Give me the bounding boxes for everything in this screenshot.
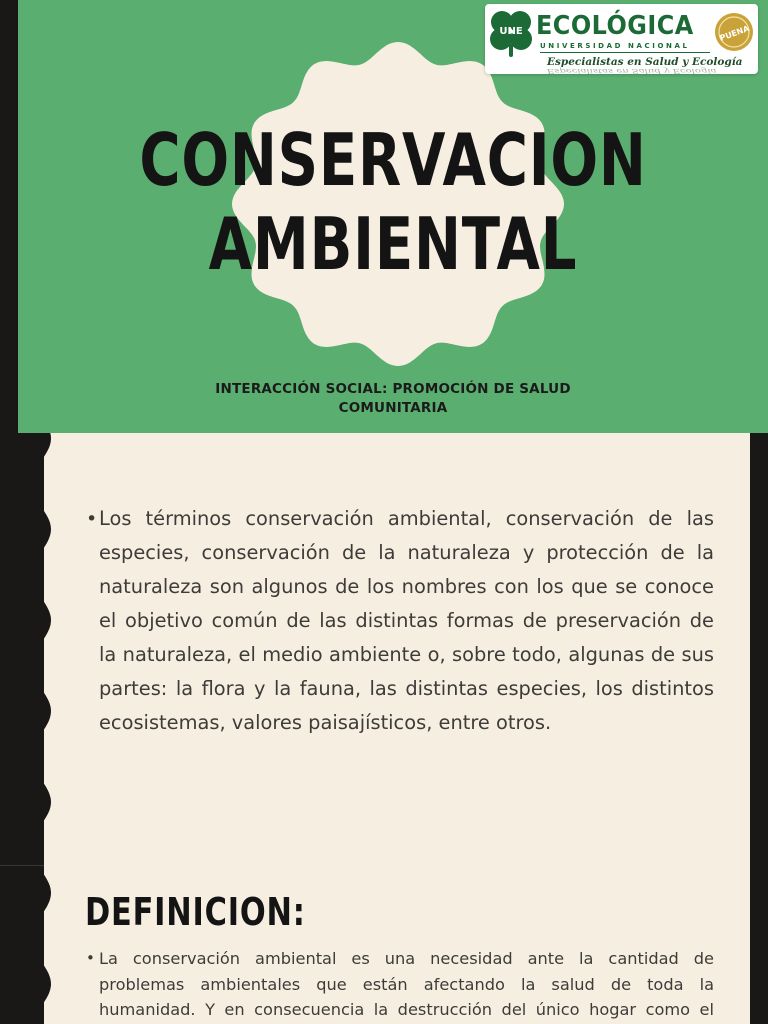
logo-badge-text: UNE xyxy=(499,26,523,37)
seal-text: PUENA xyxy=(718,23,751,43)
bullet-marker: • xyxy=(86,949,95,967)
seal-icon xyxy=(714,12,754,52)
subtitle-line-2: COMUNITARIA xyxy=(338,400,448,416)
ecologica-logo xyxy=(485,4,758,74)
logo-name: ECOLÓGICA xyxy=(536,11,694,41)
wavy-edge-decoration xyxy=(27,433,57,1024)
logo-reflection: Especialistas en Salud y Ecología xyxy=(547,67,717,74)
slide-subtitle xyxy=(18,380,768,418)
logo-tagline: Especialistas en Salud y Ecología xyxy=(547,56,743,68)
clover-icon xyxy=(487,8,535,58)
subtitle-line-1: INTERACCIÓN SOCIAL: PROMOCIÓN DE SALUD xyxy=(215,381,571,397)
slide-separator-line xyxy=(0,865,44,866)
logo-subname: UNIVERSIDAD NACIONAL xyxy=(540,42,690,50)
title-line-2: AMBIENTAL xyxy=(208,202,578,286)
slide-title xyxy=(101,118,686,286)
definition-heading: DEFINICION: xyxy=(85,890,306,934)
title-line-1: CONSERVACION xyxy=(139,118,647,202)
intro-paragraph: Los términos conservación ambiental, conservación de las especies, conservación de la naturaleza y protección de la naturaleza son algunos de los nombres con los que se conoce el objetivo común de las distintas formas de preservación de la naturaleza, el medio ambiente o, sobre todo, algunas de sus partes: la flora y la fauna, las distintas especies, los distintos ecosistemas, valores paisajísticos, entre otros. xyxy=(99,507,714,734)
logo-divider xyxy=(540,52,710,53)
bullet-marker: • xyxy=(86,508,98,530)
definition-paragraph: La conservación ambiental es una necesidad ante la cantidad de problemas ambientales que están afectando la salud de toda la humanidad. Y en consecuencia la destrucción del único hogar como el xyxy=(99,949,714,1019)
